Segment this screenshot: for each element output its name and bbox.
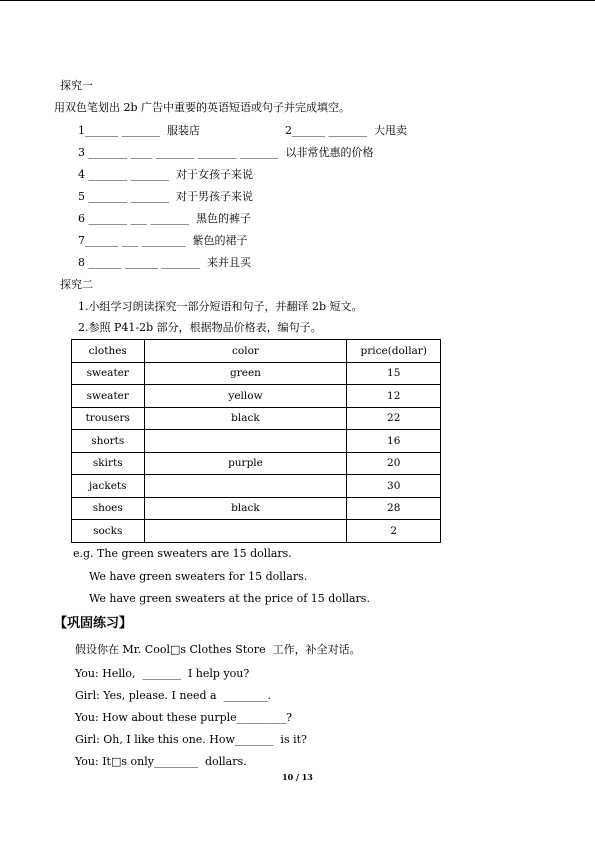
table-cell: 16 [347,430,441,453]
table-cell: 12 [347,385,441,408]
dialogue-line-2: Girl: Yes, please. I need a ________. [75,689,272,702]
section2-step-2: 2.参照 P41-2b 部分，根据物品价格表，编句子。 [78,321,322,334]
dialogue-line-1: You: Hello, _______ I help you? [75,667,250,680]
table-cell: shoes [72,497,145,520]
table-header-clothes: clothes [72,340,145,363]
fill-item-8: 8 ______ ______ _______ 来并且买 [78,256,251,269]
page-number: 10 / 13 [282,772,313,782]
table-row [72,452,441,475]
table-cell: black [144,407,347,430]
fill-item-3: 3 _______ ____ _______ _______ _______ 以非常优惠的价格 [78,146,374,159]
table-row [72,362,441,385]
table-cell [144,430,347,453]
table-row [72,430,441,453]
table-row [72,520,441,543]
fill-item-4: 4 _______ _______ 对于女孩子来说 [78,168,253,181]
table-cell: 20 [347,452,441,475]
fill-item-7: 7______ ___ ________ 紫色的裙子 [78,234,248,247]
example-1: e.g. The green sweaters are 15 dollars. [73,547,292,560]
table-cell: purple [144,452,347,475]
table-cell: sweater [72,362,145,385]
table-header-color: color [144,340,347,363]
section2-title: 探究二 [60,278,93,291]
table-row [72,385,441,408]
table-cell: sweater [72,385,145,408]
fill-item-5: 5 _______ _______ 对于男孩子来说 [78,190,253,203]
table-cell: green [144,362,347,385]
section2-step-1: 1.小组学习朗读探究一部分短语和句子，并翻译 2b 短文。 [78,300,363,313]
fill-item-2: 2______ _______ 大甩卖 [285,124,407,137]
table-row [72,475,441,498]
example-3: We have green sweaters at the price of 15 dollars. [89,592,370,605]
table-cell: 2 [347,520,441,543]
table-cell [144,520,347,543]
table-cell: jackets [72,475,145,498]
section1-title: 探究一 [60,79,93,92]
table-cell: skirts [72,452,145,475]
practice-heading: 【巩固练习】 [54,616,133,631]
section1-instruction: 用双色笔划出 2b 广告中重要的英语短语或句子并完成填空。 [54,101,351,114]
table-header-price: price(dollar) [347,340,441,363]
dialogue-line-5: You: It□s only________ dollars. [75,755,247,768]
table-header-row [72,340,441,363]
dialogue-line-4: Girl: Oh, I like this one. How_______ is it? [75,733,307,746]
table-cell: 15 [347,362,441,385]
table-cell [144,475,347,498]
table-cell: 22 [347,407,441,430]
table-cell: trousers [72,407,145,430]
practice-intro: 假设你在 Mr. Cool□s Clothes Store 工作，补全对话。 [75,643,361,656]
table-cell: yellow [144,385,347,408]
table-cell: socks [72,520,145,543]
table-cell: 30 [347,475,441,498]
table-cell: shorts [72,430,145,453]
table-cell: 28 [347,497,441,520]
price-table [71,339,441,543]
table-row [72,497,441,520]
top-rule [0,0,595,1]
fill-item-1: 1______ _______ 服装店 [78,124,200,137]
dialogue-line-3: You: How about these purple_________? [75,711,293,724]
table-row [72,407,441,430]
example-2: We have green sweaters for 15 dollars. [89,570,308,583]
fill-item-6: 6 _______ ___ _______ 黑色的裤子 [78,212,251,225]
table-cell: black [144,497,347,520]
